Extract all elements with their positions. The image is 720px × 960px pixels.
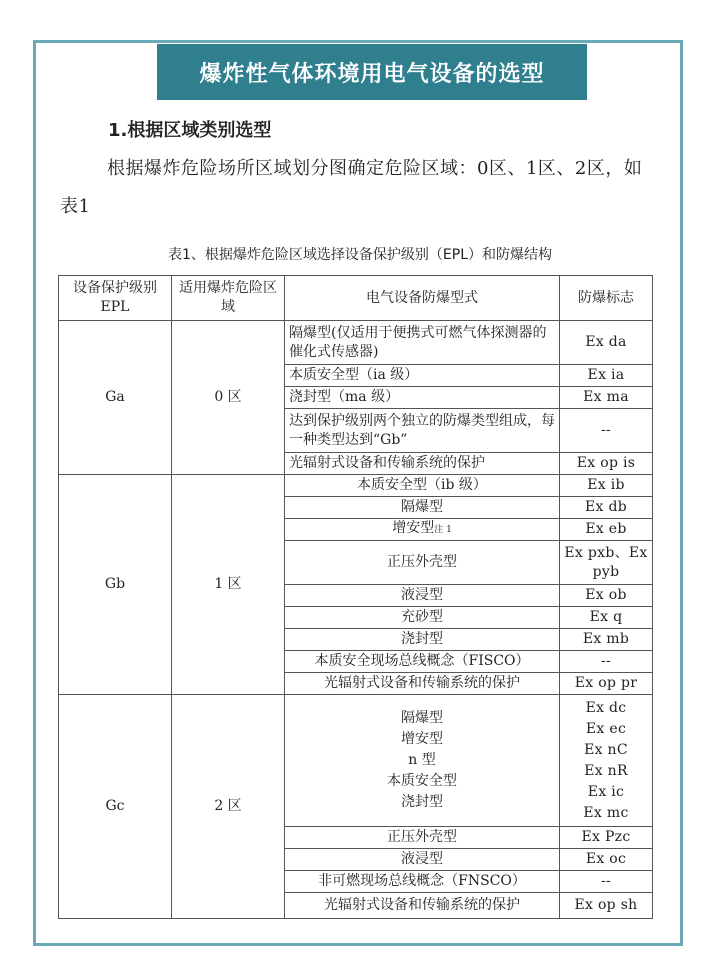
zone-cell: 2 区 xyxy=(172,695,285,919)
type-line: 隔爆型 xyxy=(401,710,443,726)
type-cell xyxy=(285,695,560,827)
mark-line: Ex nC xyxy=(584,741,628,758)
mark-cell: Ex ma xyxy=(560,387,653,409)
type-cell: 达到保护级别两个独立的防爆类型组成，每一种类型达到“Gb” xyxy=(285,409,560,453)
mark-cell: -- xyxy=(560,871,653,893)
type-cell: 本质安全型（ib 级） xyxy=(285,475,560,497)
mark-line: Ex dc xyxy=(585,699,627,716)
type-cell: 浇封型（ma 级） xyxy=(285,387,560,409)
type-cell: 本质安全型（ia 级） xyxy=(285,365,560,387)
mark-cell: Ex eb xyxy=(560,519,653,541)
mark-cell xyxy=(560,695,653,827)
table-row xyxy=(59,475,653,497)
mark-cell: Ex oc xyxy=(560,849,653,871)
type-line: 本质安全型 xyxy=(387,773,457,789)
table-caption: 表1、根据爆炸危险区域选择设备保护级别（EPL）和防爆结构 xyxy=(168,247,552,263)
zone-cell: 0 区 xyxy=(172,321,285,475)
mark-cell: Ex da xyxy=(560,321,653,365)
type-cell: 充砂型 xyxy=(285,607,560,629)
mark-cell: -- xyxy=(560,651,653,673)
type-cell: 浇封型 xyxy=(285,629,560,651)
type-cell: 非可燃现场总线概念（FNSCO） xyxy=(285,871,560,893)
type-cell xyxy=(285,519,560,541)
intro-paragraph: 根据爆炸危险场所区域划分图确定危险区域：0区、1区、2区，如表1 xyxy=(60,158,643,217)
mark-cell: Ex pxb、Ex pyb xyxy=(560,541,653,585)
section-heading: 1.根据区域类别选型 xyxy=(108,120,272,141)
epl-cell: Gc xyxy=(59,695,172,919)
header-ex-mark: 防爆标志 xyxy=(560,276,653,321)
type-cell: 隔爆型 xyxy=(285,497,560,519)
mark-cell: Ex db xyxy=(560,497,653,519)
type-cell: 正压外壳型 xyxy=(285,541,560,585)
mark-line: Ex mc xyxy=(583,804,629,821)
mark-line: Ex ec xyxy=(585,720,627,737)
type-cell: 光辐射式设备和传输系统的保护 xyxy=(285,453,560,475)
type-line: 增安型 xyxy=(401,731,443,747)
mark-cell: -- xyxy=(560,409,653,453)
type-line: 浇封型 xyxy=(401,794,443,810)
type-cell: 隔爆型(仅适用于便携式可燃气体探测器的催化式传感器) xyxy=(285,321,560,365)
mark-cell: Ex op is xyxy=(560,453,653,475)
zone-cell: 1 区 xyxy=(172,475,285,695)
type-cell: 液浸型 xyxy=(285,585,560,607)
type-cell: 光辐射式设备和传输系统的保护 xyxy=(285,673,560,695)
type-cell: 本质安全现场总线概念（FISCO） xyxy=(285,651,560,673)
header-zone: 适用爆炸危险区域 xyxy=(172,276,285,321)
mark-line: Ex ic xyxy=(587,783,625,800)
header-epl: 设备保护级别 EPL xyxy=(59,276,172,321)
type-cell: 正压外壳型 xyxy=(285,827,560,849)
mark-cell: Ex q xyxy=(560,607,653,629)
mark-cell: Ex mb xyxy=(560,629,653,651)
table-header-row xyxy=(59,276,653,321)
header-protection-type: 电气设备防爆型式 xyxy=(285,276,560,321)
mark-cell: Ex Pzc xyxy=(560,827,653,849)
mark-cell: Ex ia xyxy=(560,365,653,387)
page-title: 爆炸性气体环境用电气设备的选型 xyxy=(157,44,587,100)
mark-cell: Ex ib xyxy=(560,475,653,497)
type-line: n 型 xyxy=(408,752,436,768)
mark-cell: Ex op pr xyxy=(560,673,653,695)
type-cell: 液浸型 xyxy=(285,849,560,871)
epl-cell: Ga xyxy=(59,321,172,475)
epl-selection-table xyxy=(58,275,653,919)
mark-line: Ex nR xyxy=(584,762,628,779)
mark-cell: Ex ob xyxy=(560,585,653,607)
footnote-marker: 注 1 xyxy=(434,525,452,535)
epl-cell: Gb xyxy=(59,475,172,695)
table-row xyxy=(59,321,653,365)
mark-cell: Ex op sh xyxy=(560,893,653,919)
type-text: 增安型 xyxy=(392,520,435,536)
table-row xyxy=(59,695,653,827)
type-cell: 光辐射式设备和传输系统的保护 xyxy=(285,893,560,919)
